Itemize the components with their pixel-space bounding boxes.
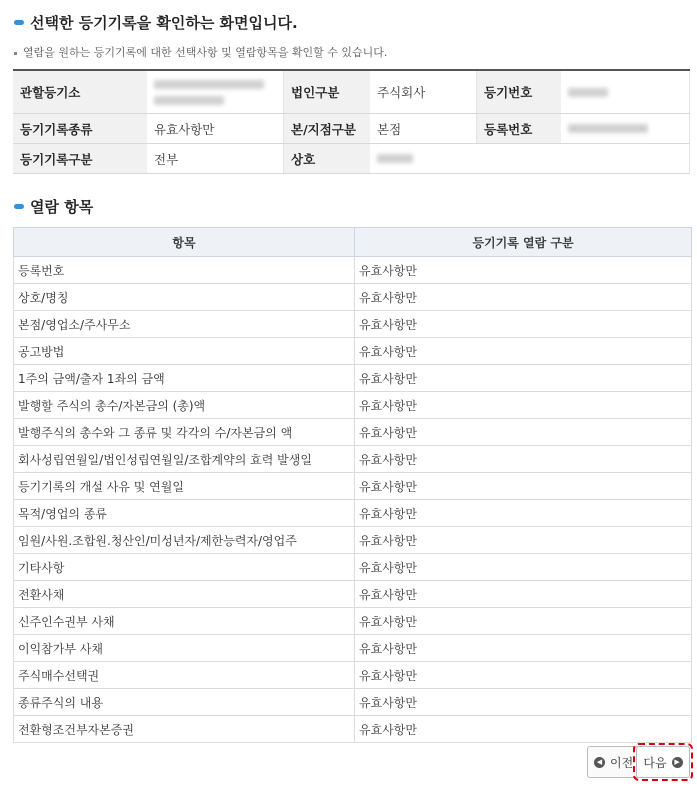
record-kind-value: 유효사항만 bbox=[147, 114, 284, 144]
item-name-cell: 상호/명칭 bbox=[14, 284, 355, 311]
branch-value: 본점 bbox=[370, 114, 477, 144]
table-row bbox=[14, 554, 692, 581]
table-row bbox=[14, 419, 692, 446]
item-name-cell: 발행주식의 총수와 그 종류 및 각각의 수/자본금의 액 bbox=[14, 419, 355, 446]
table-row bbox=[14, 635, 692, 662]
corp-type-value: 주식회사 bbox=[370, 70, 477, 114]
table-row bbox=[14, 311, 692, 338]
view-type-cell: 유효사항만 bbox=[355, 554, 692, 581]
table-row bbox=[14, 581, 692, 608]
table-row bbox=[14, 257, 692, 284]
info-note-text: 열람을 원하는 등기기록에 대한 선택사항 및 열람항목을 확인할 수 있습니다. bbox=[23, 46, 388, 59]
view-type-cell: 유효사항만 bbox=[355, 500, 692, 527]
view-type-cell: 유효사항만 bbox=[355, 284, 692, 311]
redacted-value bbox=[154, 80, 264, 89]
redacted-value bbox=[568, 88, 608, 97]
record-kind-label: 등기기록종류 bbox=[13, 114, 147, 144]
item-name-cell: 신주인수권부 사채 bbox=[14, 608, 355, 635]
table-row bbox=[14, 365, 692, 392]
item-name-cell: 등록번호 bbox=[14, 257, 355, 284]
redacted-value bbox=[154, 96, 224, 105]
record-type-value: 전부 bbox=[147, 144, 284, 174]
reg-no-label: 등기번호 bbox=[477, 70, 562, 114]
view-type-cell: 유효사항만 bbox=[355, 716, 692, 743]
view-type-cell: 유효사항만 bbox=[355, 257, 692, 284]
item-name-cell: 본점/영업소/주사무소 bbox=[14, 311, 355, 338]
name-value bbox=[370, 144, 690, 174]
name-label: 상호 bbox=[284, 144, 371, 174]
view-type-cell: 유효사항만 bbox=[355, 446, 692, 473]
item-name-cell: 발행할 주식의 총수/자본금의 (총)액 bbox=[14, 392, 355, 419]
enroll-no-label: 등록번호 bbox=[477, 114, 562, 144]
view-type-cell: 유효사항만 bbox=[355, 581, 692, 608]
chevron-right-icon: ▶ bbox=[672, 757, 683, 768]
view-type-cell: 유효사항만 bbox=[355, 689, 692, 716]
table-row bbox=[14, 284, 692, 311]
prev-button[interactable] bbox=[587, 746, 640, 778]
view-type-cell: 유효사항만 bbox=[355, 635, 692, 662]
view-type-cell: 유효사항만 bbox=[355, 311, 692, 338]
table-row bbox=[14, 446, 692, 473]
table-row bbox=[14, 338, 692, 365]
corp-type-label: 법인구분 bbox=[284, 70, 371, 114]
item-name-cell: 1주의 금액/출자 1좌의 금액 bbox=[14, 365, 355, 392]
view-items-table bbox=[13, 227, 692, 743]
table-row bbox=[14, 608, 692, 635]
table-row bbox=[14, 716, 692, 743]
item-name-cell: 전환형조건부자본증권 bbox=[14, 716, 355, 743]
redacted-value bbox=[377, 154, 413, 163]
item-name-cell: 종류주식의 내용 bbox=[14, 689, 355, 716]
table-row bbox=[14, 473, 692, 500]
bullet-dot-icon bbox=[14, 52, 17, 55]
bullet-icon bbox=[14, 20, 24, 25]
item-name-cell: 기타사항 bbox=[14, 554, 355, 581]
table-row bbox=[14, 527, 692, 554]
next-button-label: 다음 bbox=[643, 755, 667, 770]
chevron-left-icon: ◀ bbox=[594, 757, 605, 768]
item-name-cell: 목적/영업의 종류 bbox=[14, 500, 355, 527]
view-type-cell: 유효사항만 bbox=[355, 338, 692, 365]
info-note bbox=[14, 44, 387, 60]
view-type-cell: 유효사항만 bbox=[355, 662, 692, 689]
section-title-text: 열람 항목 bbox=[30, 198, 94, 216]
view-type-cell: 유효사항만 bbox=[355, 365, 692, 392]
prev-button-label: 이전 bbox=[610, 755, 634, 770]
item-name-cell: 주식매수선택권 bbox=[14, 662, 355, 689]
branch-label: 본/지점구분 bbox=[284, 114, 371, 144]
view-type-cell: 유효사항만 bbox=[355, 473, 692, 500]
table-row bbox=[14, 500, 692, 527]
office-label: 관할등기소 bbox=[13, 70, 147, 114]
column-header-view-type: 등기기록 열람 구분 bbox=[355, 228, 692, 257]
reg-no-value bbox=[561, 70, 690, 114]
record-type-label: 등기기록구분 bbox=[13, 144, 147, 174]
enroll-no-value bbox=[561, 114, 690, 144]
view-type-cell: 유효사항만 bbox=[355, 527, 692, 554]
bullet-icon bbox=[14, 204, 24, 209]
item-name-cell: 임원/사원.조합원.청산인/미성년자/제한능력자/영업주 bbox=[14, 527, 355, 554]
item-name-cell: 회사성립연월일/법인성립연월일/조합계약의 효력 발생일 bbox=[14, 446, 355, 473]
column-header-item: 항목 bbox=[14, 228, 355, 257]
item-name-cell: 등기기록의 개설 사유 및 연월일 bbox=[14, 473, 355, 500]
item-name-cell: 공고방법 bbox=[14, 338, 355, 365]
next-button[interactable] bbox=[636, 746, 690, 778]
table-row bbox=[14, 689, 692, 716]
section-title-items bbox=[14, 196, 93, 217]
table-row bbox=[14, 662, 692, 689]
redacted-value bbox=[568, 124, 648, 133]
view-type-cell: 유효사항만 bbox=[355, 608, 692, 635]
page-title: 선택한 등기기록을 확인하는 화면입니다. bbox=[30, 14, 298, 32]
item-name-cell: 이익참가부 사채 bbox=[14, 635, 355, 662]
office-value bbox=[147, 70, 284, 114]
item-name-cell: 전환사채 bbox=[14, 581, 355, 608]
section-title-confirm bbox=[14, 12, 298, 33]
view-type-cell: 유효사항만 bbox=[355, 419, 692, 446]
view-type-cell: 유효사항만 bbox=[355, 392, 692, 419]
registry-info-table bbox=[13, 69, 690, 174]
table-row bbox=[14, 392, 692, 419]
